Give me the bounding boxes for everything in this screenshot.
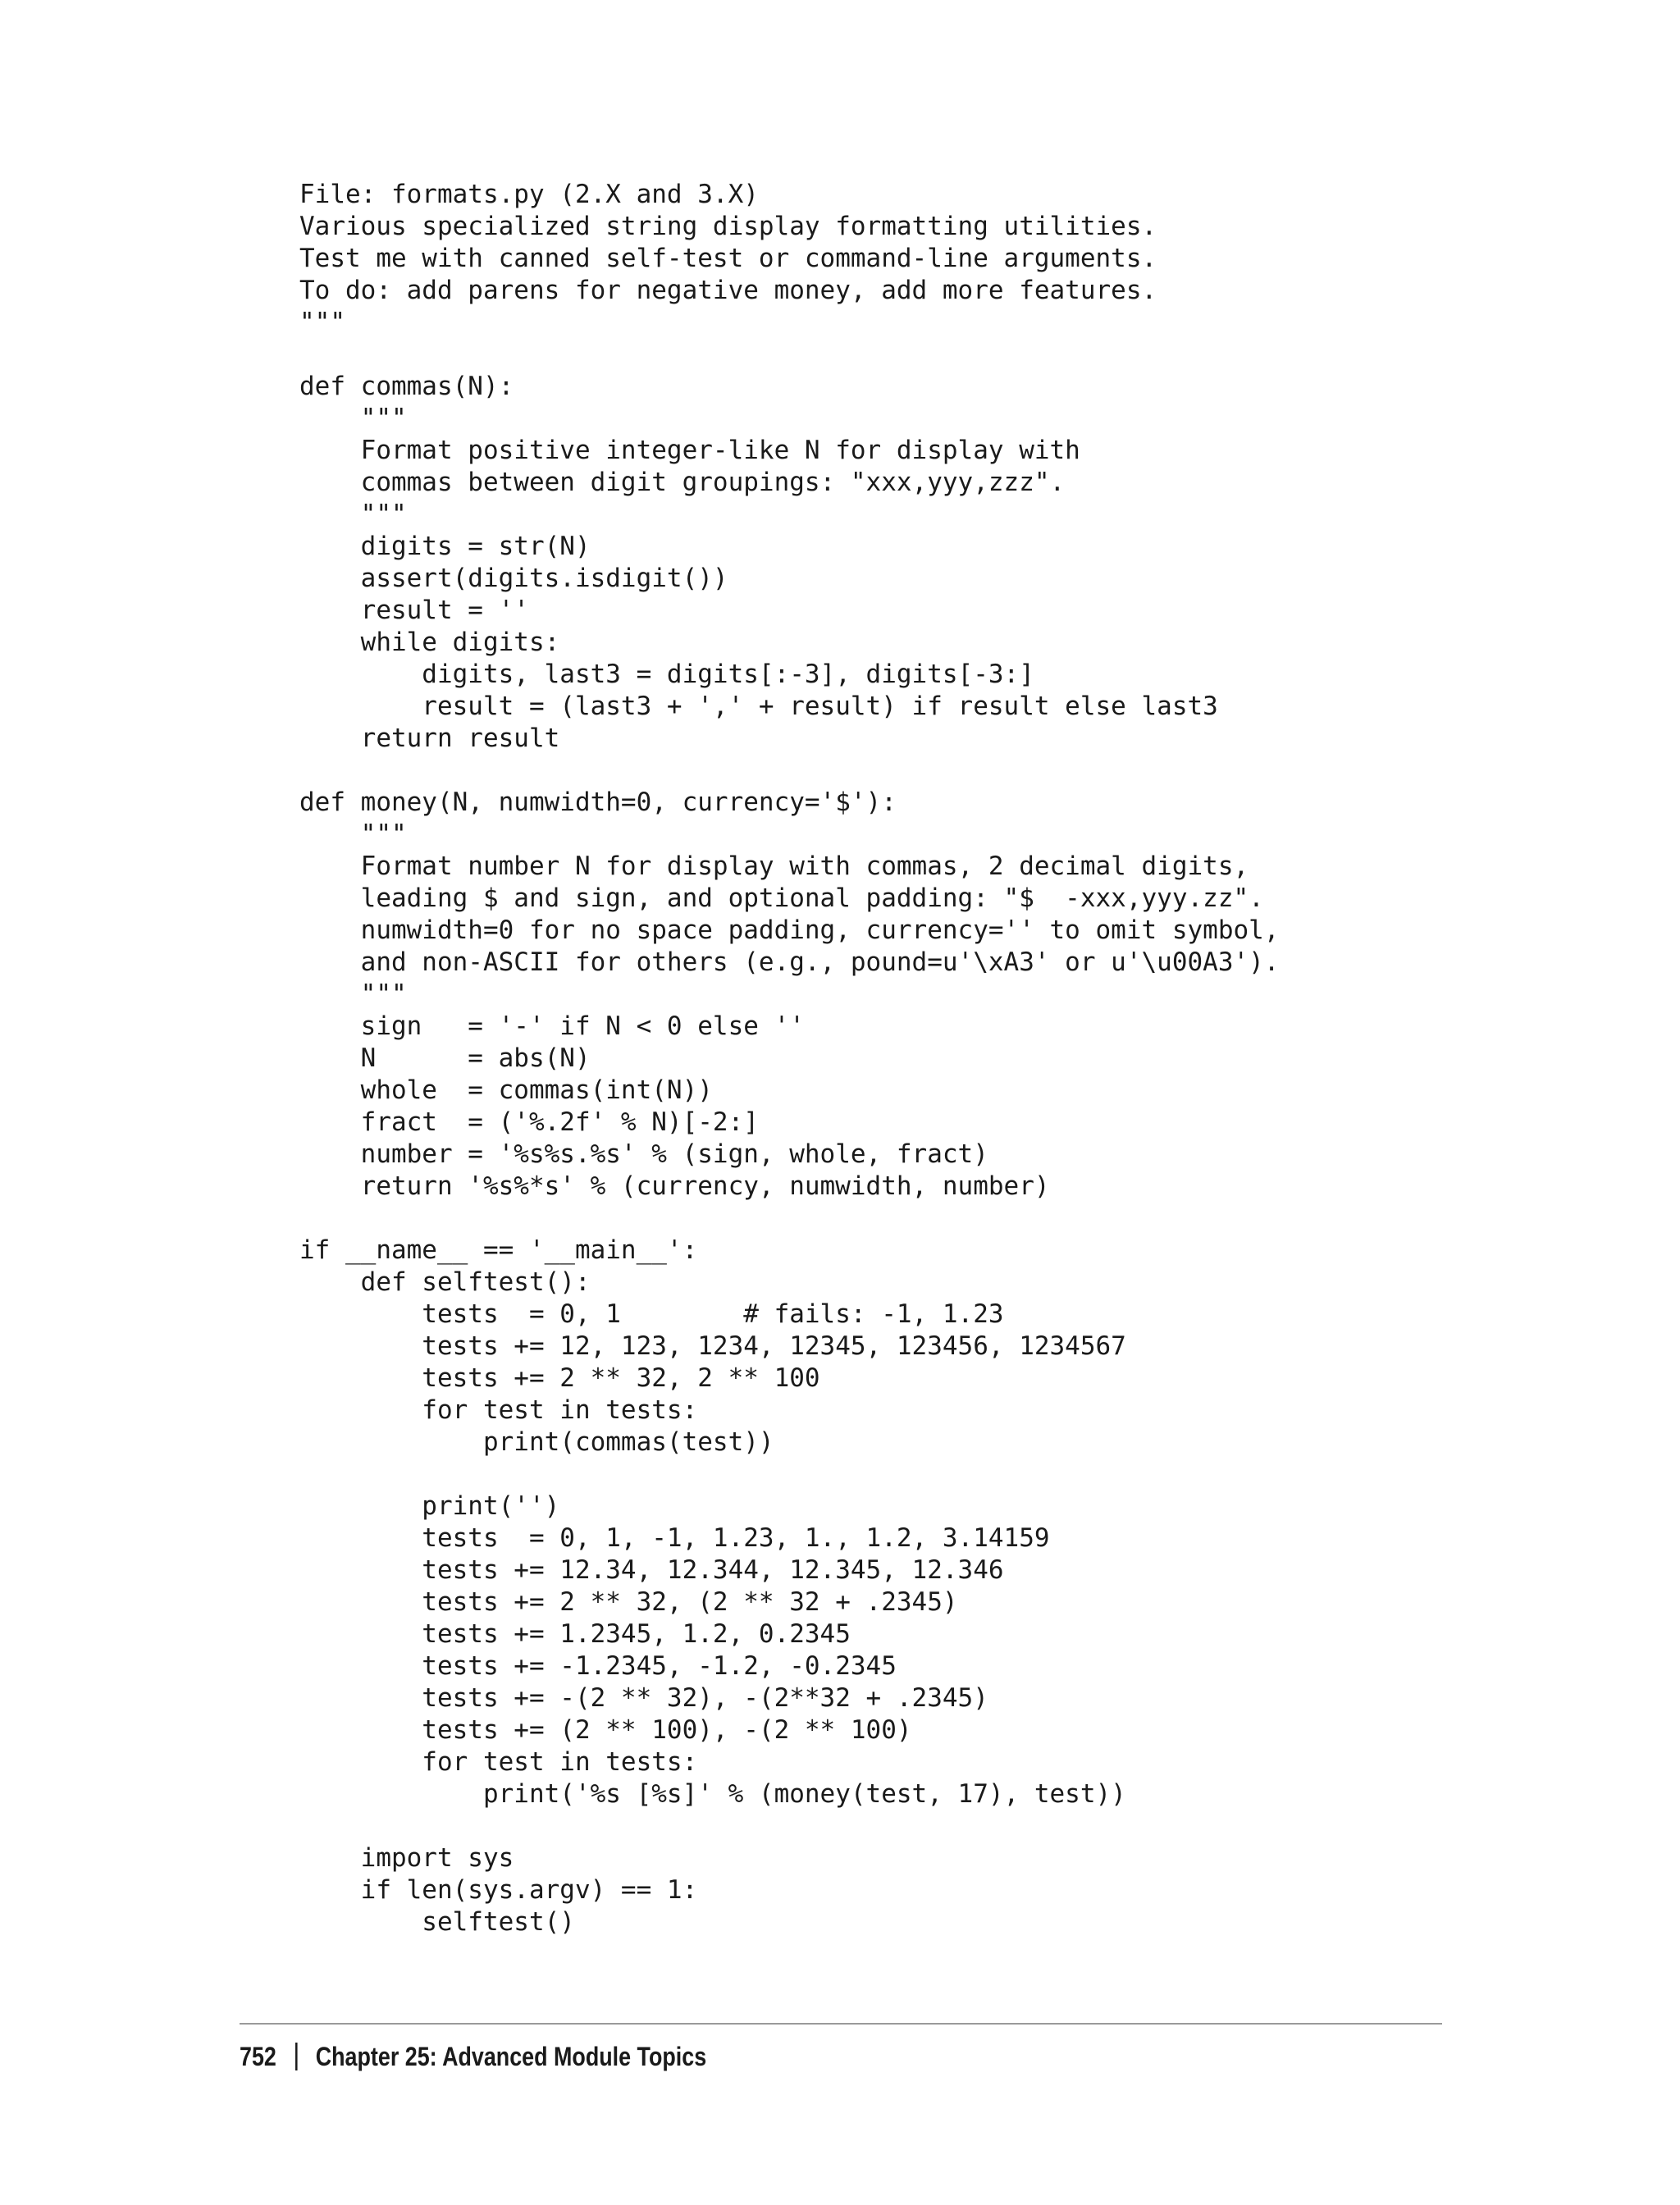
code-line: while digits: [299, 628, 560, 657]
code-line: result = (last3 + ',' + result) if result else last3 [299, 692, 1218, 721]
code-line: whole = commas(int(N)) [299, 1075, 713, 1105]
code-line: fract = ('%.2f' % N)[-2:] [299, 1107, 759, 1137]
code-line: if __name__ == '__main__': [299, 1235, 698, 1265]
code-line: tests += -1.2345, -1.2, -0.2345 [299, 1651, 897, 1681]
code-line: tests = 0, 1, -1, 1.23, 1., 1.2, 3.14159 [299, 1523, 1050, 1553]
footer-divider [240, 2023, 1442, 2025]
code-line: if len(sys.argv) == 1: [299, 1875, 698, 1905]
code-line: numwidth=0 for no space padding, currency='' to omit symbol, [299, 915, 1280, 945]
code-line: """ [299, 308, 345, 337]
code-line: tests += 2 ** 32, 2 ** 100 [299, 1363, 820, 1393]
code-line: assert(digits.isdigit()) [299, 564, 728, 593]
code-line: and non-ASCII for others (e.g., pound=u'\xA3' or u'\u00A3'). [299, 947, 1280, 977]
page-footer [240, 2036, 706, 2077]
code-line: Test me with canned self-test or command-line arguments. [299, 244, 1157, 273]
code-line: return result [299, 724, 560, 753]
code-listing [299, 179, 1279, 1938]
code-line: selftest() [299, 1907, 575, 1937]
code-line: digits = str(N) [299, 532, 591, 561]
code-line: number = '%s%s.%s' % (sign, whole, fract) [299, 1139, 988, 1169]
code-line: result = '' [299, 596, 529, 625]
code-line [299, 755, 1279, 787]
code-line: import sys [299, 1843, 514, 1873]
code-line: def commas(N): [299, 372, 514, 401]
code-line [299, 1203, 1279, 1235]
code-line: sign = '-' if N < 0 else '' [299, 1011, 805, 1041]
code-line: """ [299, 404, 407, 433]
code-line: return '%s%*s' % (currency, numwidth, number) [299, 1171, 1050, 1201]
code-line: tests += 12.34, 12.344, 12.345, 12.346 [299, 1555, 1004, 1585]
code-line: File: formats.py (2.X and 3.X) [299, 180, 759, 209]
code-line: tests += (2 ** 100), -(2 ** 100) [299, 1715, 912, 1745]
code-line: To do: add parens for negative money, add more features. [299, 276, 1157, 305]
code-line: leading $ and sign, and optional padding: "$ -xxx,yyy.zz". [299, 883, 1264, 913]
code-line: """ [299, 979, 407, 1009]
code-line: tests += -(2 ** 32), -(2**32 + .2345) [299, 1683, 988, 1713]
code-line [299, 1459, 1279, 1491]
code-line: Format number N for display with commas, 2 decimal digits, [299, 851, 1249, 881]
chapter-title: Chapter 25: Advanced Module Topics [315, 2041, 707, 2071]
code-line: tests = 0, 1 # fails: -1, 1.23 [299, 1299, 1004, 1329]
code-line: print('') [299, 1491, 560, 1521]
code-line: tests += 2 ** 32, (2 ** 32 + .2345) [299, 1587, 958, 1617]
code-line: Various specialized string display formatting utilities. [299, 212, 1157, 241]
code-line: tests += 12, 123, 1234, 12345, 123456, 1234567 [299, 1331, 1126, 1361]
footer-separator [295, 2043, 298, 2070]
code-line: print('%s [%s]' % (money(test, 17), test)) [299, 1779, 1126, 1809]
code-line: for test in tests: [299, 1747, 698, 1777]
code-line: Format positive integer-like N for display with [299, 436, 1080, 465]
code-line [299, 1810, 1279, 1842]
code-line: """ [299, 500, 407, 529]
code-line: def money(N, numwidth=0, currency='$'): [299, 788, 897, 817]
page-number: 752 [240, 2041, 276, 2071]
code-line: """ [299, 819, 407, 849]
code-line: N = abs(N) [299, 1043, 591, 1073]
code-line: for test in tests: [299, 1395, 698, 1425]
code-line: print(commas(test)) [299, 1427, 774, 1457]
code-line: tests += 1.2345, 1.2, 0.2345 [299, 1619, 851, 1649]
code-line: digits, last3 = digits[:-3], digits[-3:] [299, 660, 1034, 689]
code-line: commas between digit groupings: "xxx,yyy,zzz". [299, 468, 1066, 497]
code-line: def selftest(): [299, 1267, 591, 1297]
code-line [299, 339, 1279, 371]
